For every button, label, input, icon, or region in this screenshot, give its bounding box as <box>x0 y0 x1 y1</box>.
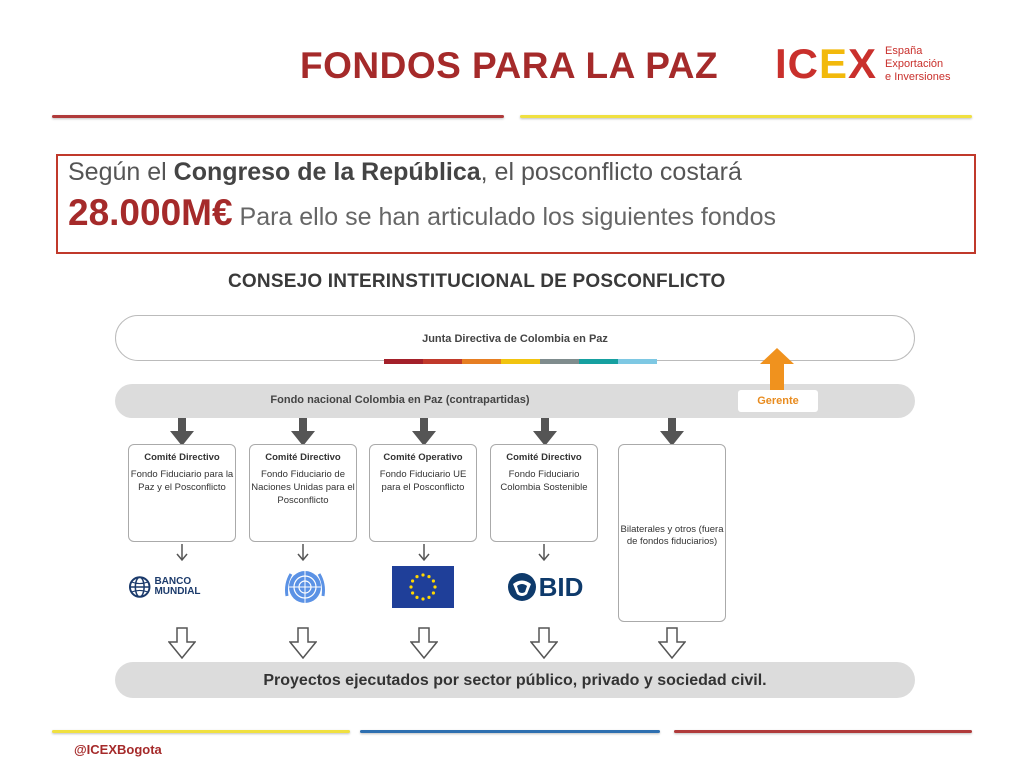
proyectos-label: Proyectos ejecutados por sector público, privado y sociedad civil. <box>263 672 767 689</box>
fondo-nacional-label: Fondo nacional Colombia en Paz (contrapartidas) <box>270 394 530 406</box>
down-arrow-icon <box>291 418 315 446</box>
stripe-segment <box>501 359 540 364</box>
stripe-segment <box>423 359 462 364</box>
outline-down-arrow-icon <box>168 627 196 659</box>
bilaterales-label: Bilaterales y otros (fuera de fondos fiduciarios) <box>620 524 724 547</box>
fund-box-head: Comité Operativo <box>383 452 463 463</box>
eu-flag-icon <box>392 566 454 608</box>
fund-box-head: Comité Directivo <box>506 452 582 463</box>
fund-box-paz <box>128 444 236 542</box>
outline-down-arrow-icon <box>658 627 686 659</box>
bid-text: BID <box>538 571 584 602</box>
footer-handle: @ICEXBogota <box>74 742 162 757</box>
down-arrow-icon <box>660 418 684 446</box>
gerente-label: Gerente <box>738 390 818 412</box>
icex-logo <box>775 42 950 86</box>
eu-flag-logo <box>392 566 454 608</box>
fund-box-body: Fondo Fiduciario para la Paz y el Posconflicto <box>130 469 234 493</box>
header-rule-red <box>52 115 504 118</box>
bid-emblem-icon <box>507 572 537 602</box>
fund-box-naciones-unidas <box>249 444 357 542</box>
fund-box-ue <box>369 444 477 542</box>
globe-icon <box>128 575 151 599</box>
thin-down-arrow-icon <box>176 544 188 562</box>
stripe-segment <box>384 359 423 364</box>
footer-rule-yellow <box>52 730 350 733</box>
thin-down-arrow-icon <box>297 544 309 562</box>
banco-mundial-logo <box>128 566 238 608</box>
banco-mundial-text: BANCO MUNDIAL <box>154 576 201 597</box>
congreso-name: Congreso de la República <box>173 158 481 186</box>
outline-down-arrow-icon <box>410 627 438 659</box>
header-rule-yellow <box>520 115 972 118</box>
outline-down-arrow-icon <box>530 627 558 659</box>
icex-logo-text: España Exportación e Inversiones <box>885 44 951 83</box>
un-emblem-icon <box>283 566 327 608</box>
fund-box-body: Fondo Fiduciario de Naciones Unidas para el Posconflicto <box>251 469 355 506</box>
intro-line-1: Según el Congreso de la República, el posconflicto costará <box>68 158 742 186</box>
stripe-segment <box>579 359 618 364</box>
un-logo <box>282 566 328 608</box>
down-arrow-icon <box>170 418 194 446</box>
stripe-segment <box>462 359 501 364</box>
up-arrow-icon <box>760 348 794 390</box>
bid-logo <box>500 566 590 608</box>
fund-box-colombia-sostenible <box>490 444 598 542</box>
diagram-title: CONSEJO INTERINSTITUCIONAL DE POSCONFLICTO <box>228 271 726 292</box>
intro-line-2: 28.000M€ Para ello se han articulado los siguientes fondos <box>68 192 776 233</box>
stripe-segment <box>540 359 579 364</box>
page-title: FONDOS PARA LA PAZ <box>300 45 719 86</box>
fund-box-head: Comité Directivo <box>144 452 220 463</box>
down-arrow-icon <box>412 418 436 446</box>
junta-directiva-label: Junta Directiva de Colombia en Paz <box>422 333 608 345</box>
fund-box-body: Fondo Fiduciario UE para el Posconflicto <box>379 469 467 493</box>
thin-down-arrow-icon <box>538 544 550 562</box>
cost-amount: 28.000M€ <box>68 192 233 233</box>
thin-down-arrow-icon <box>418 544 430 562</box>
fund-box-body: Fondo Fiduciario Colombia Sostenible <box>500 469 588 493</box>
outline-down-arrow-icon <box>289 627 317 659</box>
footer-rule-blue <box>360 730 660 733</box>
fund-box-head: Comité Directivo <box>265 452 341 463</box>
icex-wordmark: ICEX <box>775 40 878 87</box>
footer-rule-red <box>674 730 972 733</box>
down-arrow-icon <box>533 418 557 446</box>
stripe-segment <box>618 359 657 364</box>
